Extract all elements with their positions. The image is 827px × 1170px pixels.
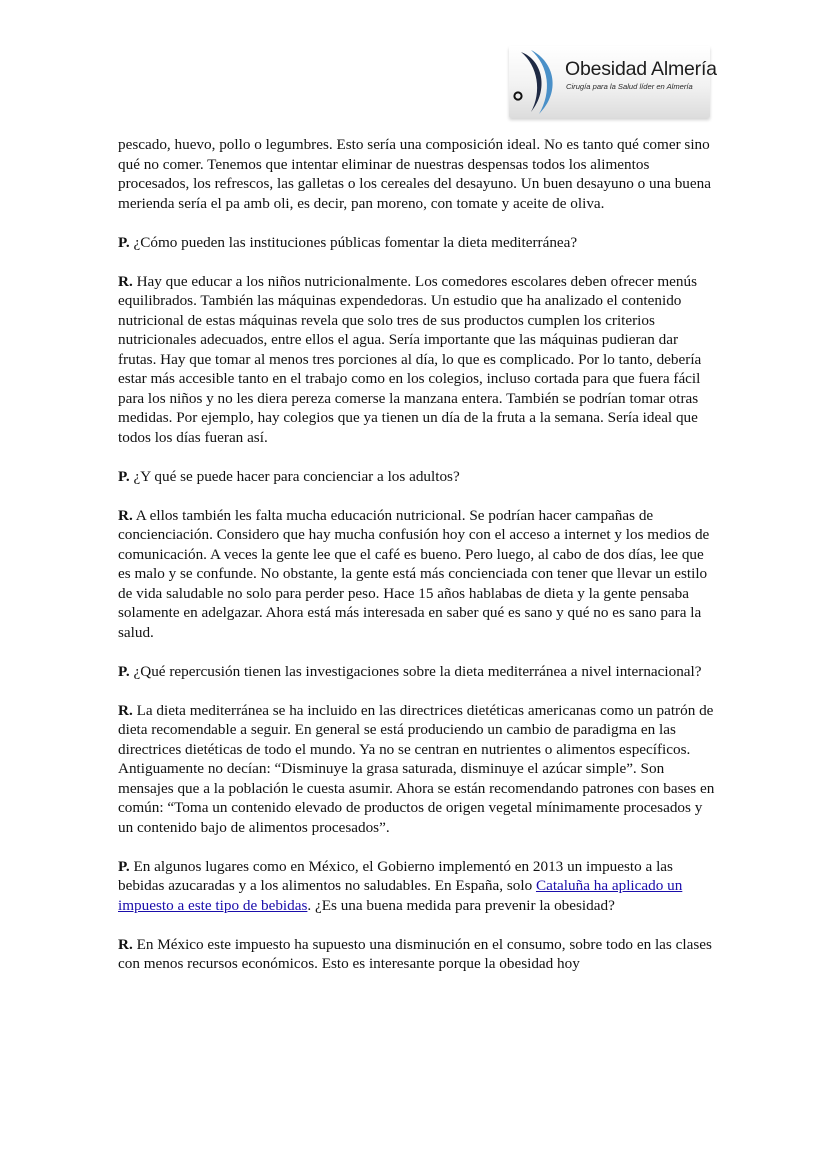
question-text: ¿Qué repercusión tienen las investigaciones sobre la dieta mediterránea a nivel internacional?	[129, 662, 702, 680]
question-label: P.	[118, 662, 130, 680]
question-text: En algunos lugares como en México, el Gobierno implementó en 2013 un impuesto a las bebidas azucaradas y a los alimentos no saludables. En España, solo	[118, 857, 673, 894]
answer-text: En México este impuesto ha supuesto una disminución en el consumo, sobre todo en las clases con menos recursos económicos. Esto es interesante porque la obesidad hoy	[118, 935, 712, 972]
question-label: P.	[118, 233, 130, 251]
question-text-after-link: . ¿Es una buena medida para prevenir la obesidad?	[307, 896, 615, 914]
article-body	[118, 135, 718, 993]
logo-tagline: Cirugía para la Salud líder en Almería	[566, 82, 693, 91]
paragraph	[118, 135, 718, 213]
answer-paragraph	[118, 506, 718, 643]
answer-paragraph	[118, 701, 718, 838]
logo-swoosh-icon	[509, 46, 569, 118]
answer-paragraph	[118, 272, 718, 448]
answer-label: R.	[118, 935, 133, 953]
obesidad-almeria-logo	[509, 46, 717, 118]
question-text: ¿Cómo pueden las instituciones públicas fomentar la dieta mediterránea?	[129, 233, 578, 251]
paragraph-text: pescado, huevo, pollo o legumbres. Esto sería una composición ideal. No es tanto qué comer sino qué no comer. Tenemos que intentar eliminar de nuestras despensas todos los alimentos procesados, los refrescos, las galletas o los cereales del desayuno. Un buen desayuno o una buena merienda sería el pa amb oli, es decir, pan moreno, con tomate y aceite de oliva.	[118, 136, 711, 212]
question-text: ¿Y qué se puede hacer para concienciar a los adultos?	[129, 467, 460, 485]
question-paragraph	[118, 467, 718, 487]
logo-name: Obesidad Almería	[565, 58, 717, 80]
answer-label: R.	[118, 272, 133, 290]
question-paragraph	[118, 857, 718, 916]
question-label: P.	[118, 467, 130, 485]
answer-paragraph	[118, 935, 718, 974]
answer-label: R.	[118, 506, 133, 524]
answer-text: A ellos también les falta mucha educación nutricional. Se podrían hacer campañas de concienciación. Considero que hay mucha confusión hoy con el acceso a internet y los medios de comunicación. A veces la gente lee que el café es bueno. Pero luego, al cabo de dos días, lee que es malo y se confunde. No obstante, la gente está más concienciada con tener que llevar un estilo de vida saludable no solo para perder peso. Hace 15 años hablabas de dieta y la gente pensaba solamente en adelgazar. Ahora está más interesada en saber qué es sano y qué no es sano para la salud.	[118, 506, 710, 641]
cataluna-tax-link[interactable]: Cataluña ha aplicado un impuesto a este tipo de bebidas	[118, 877, 683, 914]
question-paragraph	[118, 233, 718, 253]
answer-text: La dieta mediterránea se ha incluido en las directrices dietéticas americanas como un patrón de dieta recomendable a seguir. En general se está produciendo un cambio de paradigma en las directrices dietéticas de todo el mundo. Ya no se centran en nutrientes o alimentos específicos. Antiguamente no decían: “Disminuye la grasa saturada, disminuye el azúcar simple”. Son mensajes que a la población le cuesta asumir. Ahora se están recomendando patrones con bases en común: “Toma un contenido elevado de productos de origen vegetal mínimamente procesados y un contenido bajo de alimentos procesados”.	[118, 701, 715, 836]
answer-label: R.	[118, 701, 133, 719]
answer-text: Hay que educar a los niños nutricionalmente. Los comedores escolares deben ofrecer menús equilibrados. También las máquinas expendedoras. Un estudio que ha analizado el contenido nutricional de estas máquinas revela que solo tres de sus productos cumplen los criterios nutricionales adecuados, entre ellos el agua. Sería importante que las máquinas pudieran dar frutas. Hay que tomar al menos tres porciones al día, lo que es complicado. Por lo tanto, debería estar más accesible tanto en el trabajo como en los colegios, incluso cortada para que fuera fácil para los niños y no les diera pereza comerse la manzana entera. También se podrían tomar otras medidas. Por ejemplo, hay colegios que ya tienen un día de la fruta a la semana. Sería ideal que todos los días fueran así.	[118, 272, 702, 446]
question-paragraph	[118, 662, 718, 682]
question-label: P.	[118, 857, 130, 875]
